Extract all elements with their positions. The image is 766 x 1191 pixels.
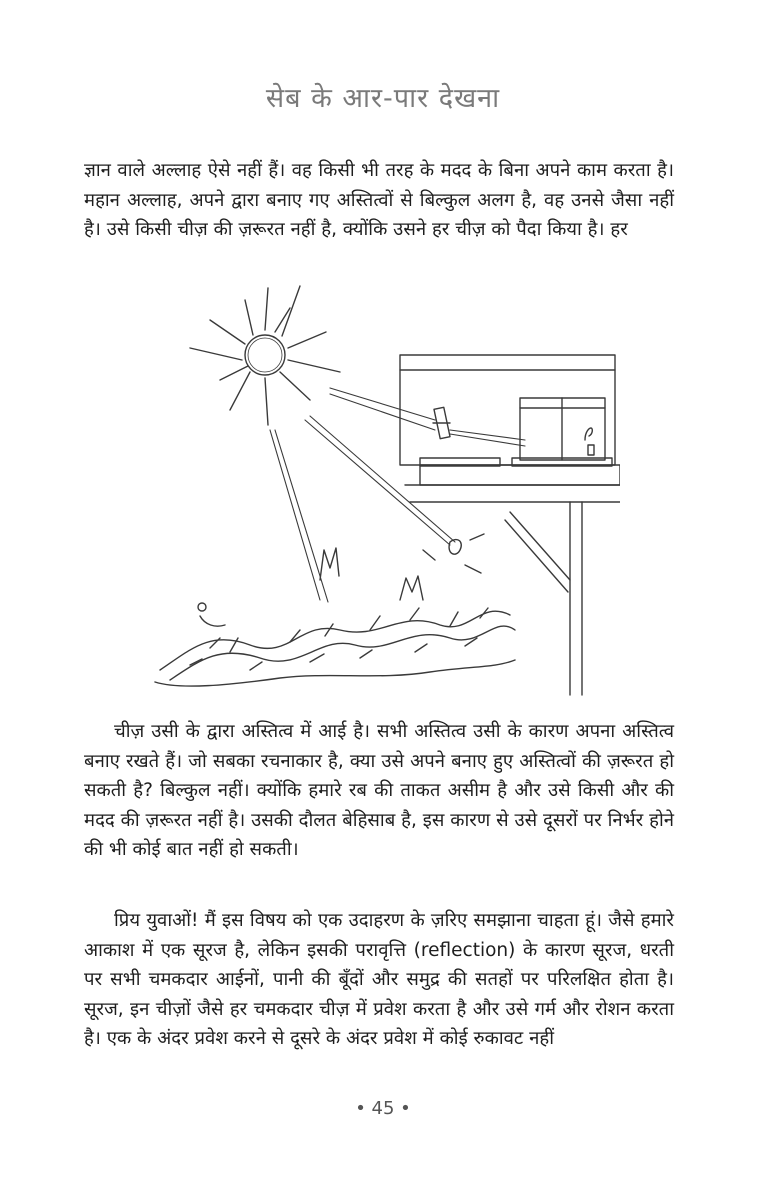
paragraph-2: चीज़ उसी के द्वारा अस्तित्व में आई है। सभी अस्तित्व उसी के कारण अपना अस्तित्व बनाए रखते हैं। जो सबका रचनाकार है, क्या उसे अपने बनाए हुए अस्तित्वों की ज़रूरत हो सकती है? बिल्कुल नहीं। क्योंकि हमारे रब की ताकत असीम है और उसे किसी और की मदद की ज़रूरत नहीं है। उसकी दौलत बेहिसाब है, इस कारण से उसे दूसरों पर निर्भर होने की भी कोई बात नहीं हो सकती। — [84, 721, 674, 860]
sun-icon — [190, 286, 340, 425]
splash-marks — [320, 534, 484, 600]
building — [400, 355, 620, 695]
sea-waves — [155, 603, 515, 686]
sun-reflection-illustration — [150, 280, 620, 700]
paragraph-1: ज्ञान वाले अल्लाह ऐसे नहीं हैं। वह किसी भी तरह के मदद के बिना अपने काम करता है। महान अल्लाह, अपने द्वारा बनाए गए अस्तित्वों से बिल्कुल अलग है, वह उनसे जैसा नहीं है। उसे किसी चीज़ की ज़रूरत नहीं है, क्योंकि उसने हर चीज़ को पैदा किया है। हर — [84, 160, 674, 240]
page-title: सेब के आर-पार देखना — [265, 83, 501, 114]
light-beams — [270, 388, 525, 602]
paragraph-3: प्रिय युवाओं! मैं इस विषय को एक उदाहरण के ज़रिए समझाना चाहता हूं। जैसे हमारे आकाश में एक सूरज है, लेकिन इसकी परावृत्ति (reflection) के कारण सूरज, धरती पर सभी चमकदार आईनों, पानी की बूँदों और समुद्र की सतहों पर परिलक्षित होता है। सूरज, इन चीज़ों जैसे हर चमकदार चीज़ में प्रवेश करता है और उसे गर्म और रोशन करता है। एक के अंदर प्रवेश करने से दूसरे के अंदर प्रवेश में कोई रुकावट नहीं — [84, 910, 674, 1049]
page-number: • 45 • — [355, 1098, 411, 1119]
